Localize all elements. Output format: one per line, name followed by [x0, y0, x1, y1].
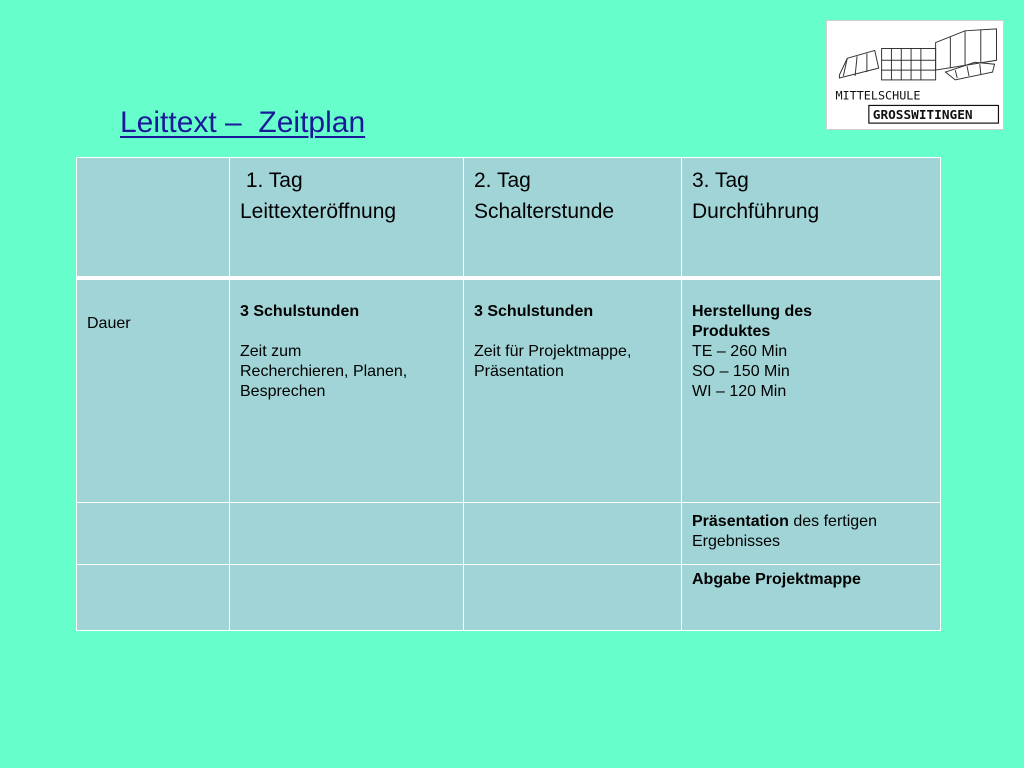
row-label-dauer: Dauer: [77, 278, 230, 503]
cell-empty: [464, 565, 682, 631]
day1-duration: 3 Schulstunden: [240, 303, 360, 320]
praesentation-rest: des fertigen: [788, 513, 877, 530]
school-logo: [826, 20, 1004, 130]
cell-empty: [464, 503, 682, 565]
cell-dauer-day1: [230, 278, 464, 503]
logo-text-line2: GROSSWITINGEN: [872, 108, 973, 124]
day2-text-line: Präsentation: [474, 363, 564, 380]
day3-time-line: WI – 120 Min: [692, 383, 787, 400]
table-row-dauer: [77, 278, 941, 503]
header-cell-day1: [230, 158, 464, 279]
cell-empty: [230, 565, 464, 631]
schedule-table: [76, 157, 941, 631]
header-day3-title: 3. Tag: [692, 169, 749, 192]
day2-duration: 3 Schulstunden: [474, 303, 594, 320]
day3-heading-line: Herstellung des: [692, 303, 813, 320]
school-building-logo-icon: [827, 21, 1003, 129]
cell-dauer-day2: [464, 278, 682, 503]
header-cell-empty: [77, 158, 230, 279]
day3-time-line: TE – 260 Min: [692, 343, 788, 360]
cell-dauer-day3: [682, 278, 941, 503]
header-day3-subtitle: Durchführung: [692, 200, 820, 223]
slide-title: Leittext – Zeitplan: [120, 106, 366, 139]
day1-text-line: Zeit zum: [240, 343, 302, 360]
day3-heading-line: Produktes: [692, 323, 771, 340]
day2-text-line: Zeit für Projektmappe,: [474, 343, 632, 360]
cell-empty: [77, 503, 230, 565]
cell-empty: [230, 503, 464, 565]
table-row-praesentation: [77, 503, 941, 565]
day3-time-line: SO – 150 Min: [692, 363, 790, 380]
header-day1-subtitle: Leittexteröffnung: [240, 200, 397, 223]
table-row-abgabe: [77, 565, 941, 631]
header-day2-subtitle: Schalterstunde: [474, 200, 615, 223]
day1-text-line: Recherchieren, Planen,: [240, 363, 408, 380]
header-cell-day3: [682, 158, 941, 279]
praesentation-line2: Ergebnisses: [692, 533, 781, 550]
day1-text-line: Besprechen: [240, 383, 326, 400]
header-cell-day2: [464, 158, 682, 279]
header-day2-title: 2. Tag: [474, 169, 531, 192]
cell-empty: [77, 565, 230, 631]
header-day1-title: 1. Tag: [240, 169, 303, 192]
abgabe-text: Abgabe Projektmappe: [692, 571, 861, 588]
praesentation-bold: Präsentation: [692, 513, 789, 530]
table-header-row: [77, 158, 941, 279]
cell-praesentation: [682, 503, 941, 565]
logo-text-line1: MITTELSCHULE: [835, 88, 921, 103]
cell-abgabe: [682, 565, 941, 631]
